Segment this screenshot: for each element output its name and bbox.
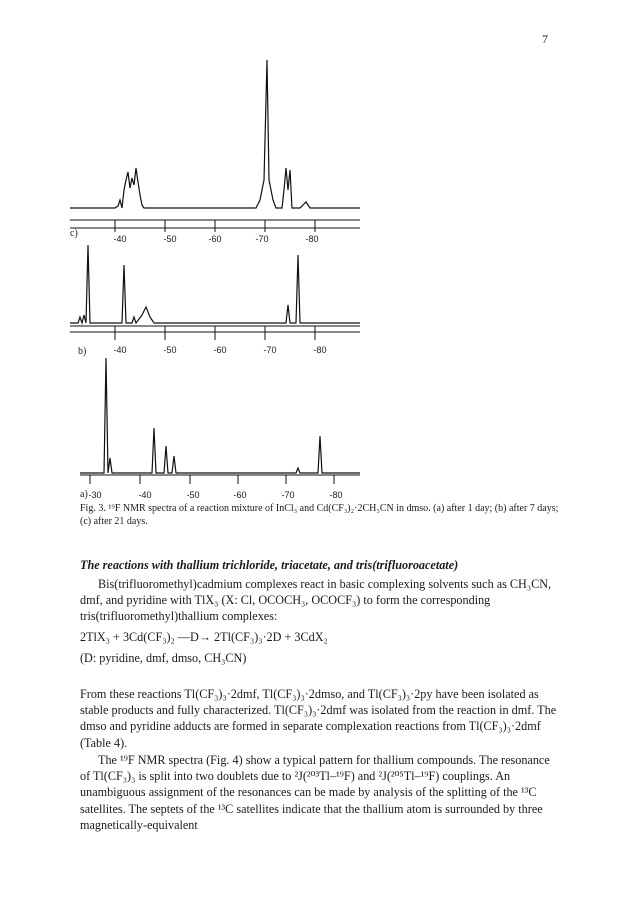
tick-label: -60 bbox=[213, 345, 227, 355]
spectrum-b bbox=[60, 245, 360, 350]
paragraph-3 bbox=[80, 752, 560, 833]
figure-caption: Fig. 3. ¹⁹F NMR spectra of a reaction mixture of InCl₃ and Cd(CF₃)₂·2CH₃CN in dmso. (a) after 1 day; (b) after 7 days; (c) after 21 days. bbox=[80, 503, 559, 527]
spectrum-a bbox=[60, 358, 360, 488]
spectrum-c-plot bbox=[60, 60, 360, 245]
paragraph-1 bbox=[80, 576, 560, 625]
tick-label: -70 bbox=[281, 490, 295, 500]
tick-label: -50 bbox=[163, 234, 177, 244]
equation-note: (D: pyridine, dmf, dmso, CH₃CN) bbox=[80, 651, 247, 665]
paragraph-2-text: From these reactions Tl(CF₃)₃·2dmf, Tl(CF₃)₃·2dmso, and Tl(CF₃)₃·2py have been isolated as stable products and fully characterized. Tl(CF₃)₃·2dmf was isolated from the reaction in dmf. The dmso and pyridine adducts are formed in separate complexation reactions from Tl(CF₃)₃·2dmf (Table 4). bbox=[80, 687, 557, 750]
tick-label: -60 bbox=[233, 490, 247, 500]
tick-label: -60 bbox=[208, 234, 222, 244]
page-number: 7 bbox=[542, 32, 548, 46]
reaction-equation: 2TlX₃ + 3Cd(CF₃)₂ —D→ 2Tl(CF₃)₃·2D + 3CdX₂ bbox=[80, 630, 328, 644]
tick-label: -80 bbox=[329, 490, 343, 500]
tick-label: -40 bbox=[113, 234, 127, 244]
tick-label: -80 bbox=[313, 345, 327, 355]
section-title: The reactions with thallium trichloride, triacetate, and tris(trifluoroacetate) bbox=[80, 558, 459, 572]
paragraph-3-text: The ¹⁹F NMR spectra (Fig. 4) show a typical pattern for thallium compounds. The resonance of Tl(CF₃)₃ is split into two doublets due to ²J(²⁰³Tl–¹⁹F) and ²J(²⁰⁵Tl–¹⁹F) couplings. An unambiguous assignment of the resonances can be made by analysis of the splitting of the ¹³C satellites. The septets of the ¹³C satellites indicate that the thallium atom is surrounded by three magnetically-equivalent bbox=[80, 753, 550, 832]
paragraph-1-text: Bis(trifluoromethyl)cadmium complexes react in basic complexing solvents such as CH₃CN, dmf, and pyridine with TlX₃ (X: Cl, OCOCH₃, OCOCF₃) to form the corresponding tris(trifluoromethyl)thallium complexes: bbox=[80, 577, 552, 624]
tick-label: -40 bbox=[113, 345, 127, 355]
tick-label: -70 bbox=[255, 234, 269, 244]
spectrum-c bbox=[60, 60, 360, 245]
tick-label: -50 bbox=[186, 490, 200, 500]
tick-label: -70 bbox=[263, 345, 277, 355]
panel-letter-c: c) bbox=[70, 228, 78, 239]
panel-letter-a: a) bbox=[80, 489, 88, 500]
panel-letter-b: b) bbox=[78, 346, 87, 357]
tick-label: -50 bbox=[163, 345, 177, 355]
tick-label: -80 bbox=[305, 234, 319, 244]
tick-label: -40 bbox=[138, 490, 152, 500]
spectrum-b-plot bbox=[60, 245, 360, 350]
paragraph-2 bbox=[80, 686, 560, 751]
spectrum-a-plot bbox=[60, 358, 360, 488]
tick-label: -30 bbox=[88, 490, 102, 500]
